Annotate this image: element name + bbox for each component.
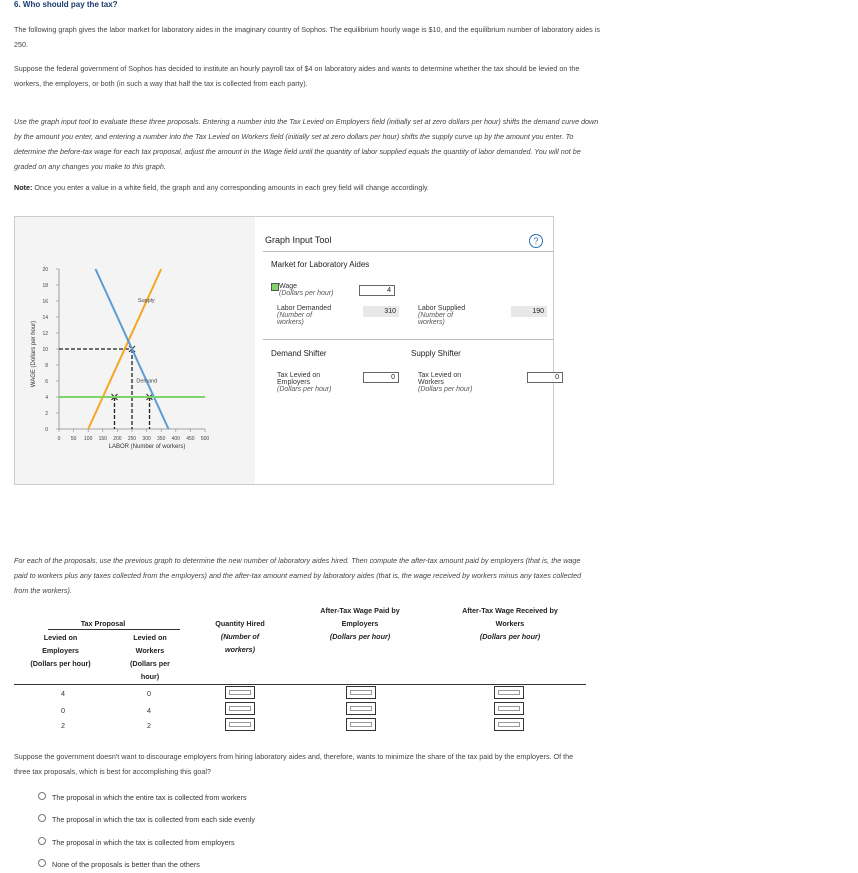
y-tick-label: 20 [42,267,48,273]
labor-supplied-value: 190 [511,306,547,317]
tax-employers-label1: Tax Levied on [277,372,321,379]
x-tick-label: 0 [57,436,61,442]
row1-received-input[interactable] [494,686,524,699]
supply-label: Supply [137,298,155,304]
x-tick-label: 200 [113,436,122,442]
row2-quantity-input[interactable] [225,702,255,715]
row3-paid-input[interactable] [346,718,376,731]
tax-employers-input[interactable]: 0 [363,372,399,383]
th-paid-1: After-Tax Wage Paid by [320,606,400,615]
x-tick-label: 50 [70,436,77,442]
row1-workers: 0 [147,689,151,698]
row2-received-input[interactable] [494,702,524,715]
y-tick-label: 6 [45,379,48,385]
proposals-paragraph: For each of the proposals, use the previous graph to determine the new number of laboratory aides hired. Then compute the after-tax amount paid by employers (that is, the wage paid to workers plus any taxes collected from the employers) and the after-tax amount earned by laboratory aides (that is, the wage received by workers minus any taxes collected from the workers). [14,556,582,595]
row1-employers: 4 [61,689,65,698]
note-label: Note: [14,183,33,192]
th-tax-proposal: Tax Proposal [80,619,126,628]
th-employers-2: Employers [42,646,79,655]
labor-market-chart [15,217,255,484]
row1-paid-input[interactable] [346,686,376,699]
tax-workers-label1: Tax Levied on [418,372,462,379]
th-employers-1: Levied on [43,633,78,642]
y-tick-label: 16 [42,299,48,305]
th-workers-3: (Dollars per [130,659,170,668]
th-employers-3: (Dollars per hour) [30,659,91,668]
option-label: The proposal in which the entire tax is collected from workers [52,793,247,802]
x-tick-label: 300 [142,436,151,442]
th-underline [48,629,180,630]
th-paid-2: Employers [341,619,379,628]
x-tick-label: 250 [127,436,137,442]
tax-employers-label2: Employers [277,379,311,386]
wage-legend-swatch [271,283,279,291]
tax-paragraph: Suppose the federal government of Sophos has decided to institute an hourly payroll tax of $4 on laboratory aides and wants to determine whether the tax should be levied on the workers, the employers, or both (in such a way that half the tax is collected from each party). [14,64,580,88]
y-tick-label: 10 [42,347,48,353]
radio-button[interactable] [38,837,46,845]
intro-paragraph: The following graph gives the labor market for laboratory aides in the imaginary country of Sophos. The equilibrium hourly wage is $10, and the equilibrium number of laboratory aides is 250. [14,25,600,49]
tool-title: Graph Input Tool [265,235,332,245]
divider [263,339,553,340]
row1-quantity-input[interactable] [225,686,255,699]
wage-unit: (Dollars per hour) [279,290,334,297]
y-tick-label: 14 [42,315,48,321]
demand-shifter-title: Demand Shifter [271,349,327,358]
th-received-2: Workers [495,619,525,628]
y-tick-label: 4 [45,395,48,401]
supply-shifter-title: Supply Shifter [411,349,461,358]
labor-demanded-unit2: workers) [277,319,304,326]
x-tick-label: 100 [84,436,93,442]
th-paid-3: (Dollars per hour) [329,632,391,641]
th-quantity-1: Quantity Hired [215,619,265,628]
labor-demanded-value: 310 [363,306,399,317]
row2-paid-input[interactable] [346,702,376,715]
th-quantity-2: (Number of [220,632,260,641]
x-tick-label: 150 [98,436,107,442]
y-tick-label: 12 [42,331,48,337]
option-label: None of the proposals is better than the others [52,860,200,869]
followup-question: Suppose the government doesn't want to discourage employers from hiring laboratory aides and, therefore, wants to minimize the share of the tax paid by the employers. Of the three tax proposals, which is best for accomplishing this goal? [14,752,574,776]
th-quantity-3: workers) [225,645,255,654]
y-tick-label: 8 [45,363,48,369]
graph-input-tool [14,216,559,485]
tax-workers-unit: (Dollars per hour) [418,386,473,393]
row3-workers: 2 [147,721,151,730]
row3-received-input[interactable] [494,718,524,731]
x-axis-label: LABOR (Number of workers) [108,444,186,450]
question-title: 6. Who should pay the tax? [14,0,118,9]
radio-button[interactable] [38,792,46,800]
y-tick-label: 2 [45,411,48,417]
th-received-3: (Dollars per hour) [479,632,541,641]
market-title: Market for Laboratory Aides [271,260,370,269]
y-tick-label: 18 [42,283,48,289]
x-tick-label: 500 [200,436,210,442]
supply-curve [88,269,161,429]
tool-panel [263,217,559,484]
labor-supplied-unit1: (Number of [418,312,454,319]
th-workers-4: hour) [140,672,160,681]
row2-employers: 0 [61,706,65,715]
instructions-paragraph: Use the graph input tool to evaluate these three proposals. Entering a number into the Tax Levied on Employers field (initially set at zero dollars per hour) shifts the demand curve down by the amount you enter, and entering a number into the Tax Levied on Workers field (initially set at zero dollars per hour) shifts the supply curve up by the amount you enter. To determine the before-tax wage for each tax proposal, adjust the amount in the Wage field until the quantity of labor supplied equals the quantity of labor demanded. You will not be graded on any changes you make to this graph. [14,117,599,171]
note-text: Once you enter a value in a white field, the graph and any corresponding amounts in each grey field will change accordingly. [32,183,429,192]
wage-input[interactable]: 4 [359,285,395,296]
row3-quantity-input[interactable] [225,718,255,731]
row2-workers: 4 [147,706,151,715]
note-paragraph [14,180,604,195]
option-label: The proposal in which the tax is collected from each side evenly [52,815,255,824]
demand-label: Demand [136,378,158,385]
th-workers-2: Workers [135,646,165,655]
tax-employers-unit: (Dollars per hour) [277,386,332,393]
y-tick-label: 0 [45,427,48,433]
radio-button[interactable] [38,859,46,867]
labor-supplied-label: Labor Supplied [418,305,466,312]
divider [263,251,553,252]
th-workers-1: Levied on [133,633,167,642]
y-axis-label: WAGE (Dollars per hour) [31,320,37,388]
labor-supplied-unit2: workers) [418,319,445,326]
wage-label: Wage [279,283,298,290]
tax-workers-label2: Workers [418,379,444,386]
tax-workers-input[interactable]: 0 [527,372,563,383]
labor-demanded-unit1: (Number of [277,312,313,319]
x-tick-label: 450 [186,436,195,442]
row3-employers: 2 [61,721,65,730]
radio-button[interactable] [38,814,46,822]
table-header-rule [14,684,586,685]
option-label: The proposal in which the tax is collected from employers [52,838,235,847]
x-tick-label: 350 [157,436,166,442]
x-tick-label: 400 [171,436,180,442]
labor-demanded-label: Labor Demanded [277,305,332,312]
chart-panel [15,217,255,484]
help-icon[interactable]: ? [529,234,543,248]
th-received-1: After-Tax Wage Received by [462,606,558,615]
